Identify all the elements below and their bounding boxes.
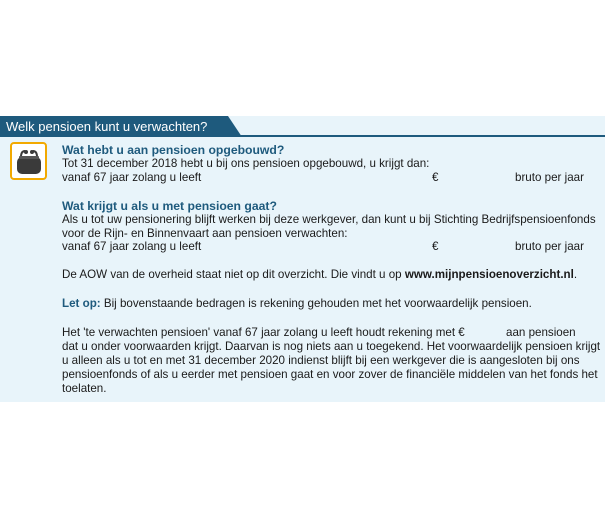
wallet-icon xyxy=(10,142,47,180)
expected-currency: € xyxy=(432,240,439,253)
paragraph-line2: dat u onder voorwaarden krijgt. Daarvan is nog niets aan u toegekend. Het voorwaardelijk pensioen krijgt xyxy=(62,340,601,353)
aow-link[interactable]: www.mijnpensioenoverzicht.nl xyxy=(404,268,574,281)
expected-heading: Wat krijgt u als u met pensioen gaat? xyxy=(62,199,277,213)
paragraph-line3: u alleen als u tot en met 31 december 2020 indienst blijft bij een werkgever die is aangesloten bij ons xyxy=(62,354,580,367)
built-line: Tot 31 december 2018 hebt u bij ons pensioen opgebouwd, u krijgt dan: xyxy=(62,157,430,170)
expected-line2: voor de Rijn- en Binnenvaart aan pensioen verwachten: xyxy=(62,227,348,240)
paragraph-line1a: Het 'te verwachten pensioen' vanaf 67 jaar zolang u leeft houdt rekening met € xyxy=(62,326,465,339)
section-title: Welk pensioen kunt u verwachten? xyxy=(6,119,208,134)
built-unit: bruto per jaar xyxy=(515,171,584,184)
expected-line1: Als u tot uw pensionering blijft werken bij deze werkgever, dan kunt u bij Stichting Bedrijfspensioenfonds xyxy=(62,213,596,226)
paragraph-line4: pensioenfonds of als u eerder met pensioen gaat en voor zover de financiële middelen van het fonds het xyxy=(62,368,598,381)
expected-unit: bruto per jaar xyxy=(515,240,584,253)
note-line xyxy=(62,297,532,310)
section-header xyxy=(0,116,605,137)
expected-row-label: vanaf 67 jaar zolang u leeft xyxy=(62,240,202,253)
aow-end: . xyxy=(573,268,578,281)
paragraph-line1b: aan pensioen xyxy=(506,326,576,339)
built-heading: Wat hebt u aan pensioen opgebouwd? xyxy=(62,143,285,157)
header-rule xyxy=(232,135,605,137)
aow-text: De AOW van de overheid staat niet op dit overzicht. Die vindt u op xyxy=(62,268,402,281)
built-currency: € xyxy=(432,171,439,184)
note-label: Let op: xyxy=(62,297,101,310)
paragraph-line5: toelaten. xyxy=(62,382,107,395)
note-text: Bij bovenstaande bedragen is rekening gehouden met het voorwaardelijk pensioen. xyxy=(103,297,532,310)
aow-line xyxy=(62,268,577,281)
built-row-label: vanaf 67 jaar zolang u leeft xyxy=(62,171,202,184)
